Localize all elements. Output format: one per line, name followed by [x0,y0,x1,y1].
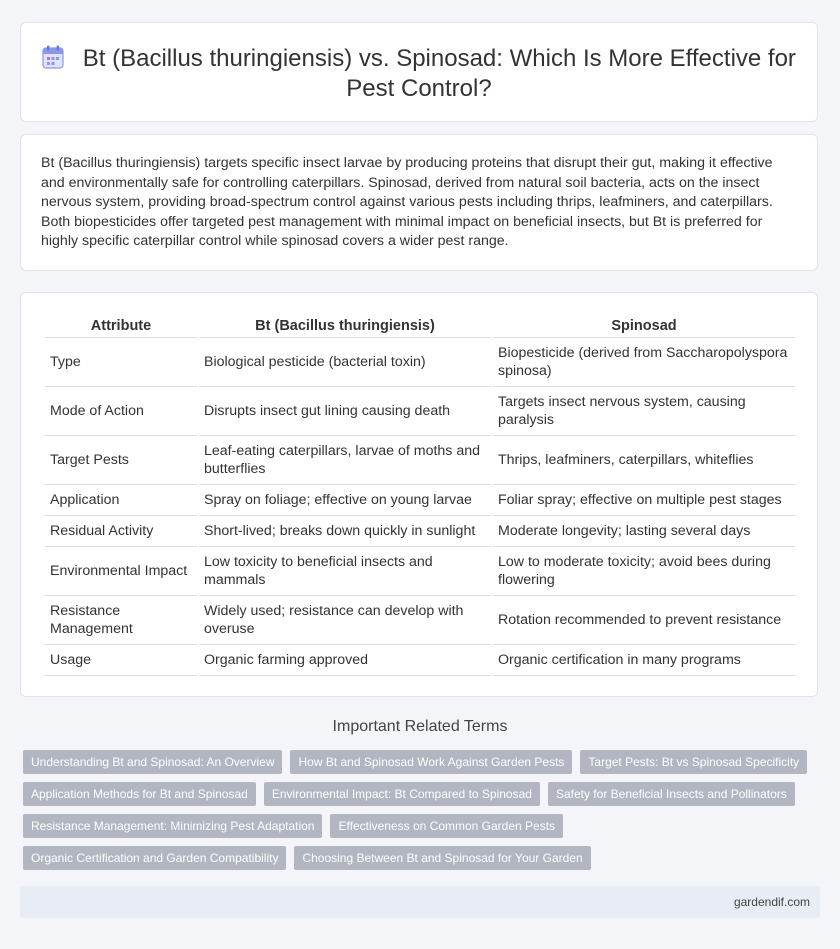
cell-spinosad: Targets insect nervous system, causing paralysis [493,387,795,436]
cell-spinosad: Biopesticide (derived from Saccharopolyspora spinosa) [493,338,795,387]
related-term-tag[interactable]: Safety for Beneficial Insects and Pollinators [548,782,795,806]
cell-attribute: Residual Activity [45,516,197,547]
related-term-tag[interactable]: Effectiveness on Common Garden Pests [330,814,563,838]
cell-bt: Disrupts insect gut lining causing death [199,387,491,436]
site-name[interactable]: gardendif.com [733,895,810,909]
related-term-tag[interactable]: Choosing Between Bt and Spinosad for Your Garden [294,846,590,870]
page-title: Bt (Bacillus thuringiensis) vs. Spinosad: Which Is More Effective for Pest Control? [82,45,796,102]
cell-attribute: Environmental Impact [45,547,197,596]
cell-bt: Short-lived; breaks down quickly in sunlight [199,516,491,547]
cell-attribute: Mode of Action [45,387,197,436]
column-header-spinosad: Spinosad [493,315,795,338]
cell-bt: Leaf-eating caterpillars, larvae of moths and butterflies [199,436,491,485]
related-term-tag[interactable]: Environmental Impact: Bt Compared to Spinosad [264,782,540,806]
summary-card [20,134,818,271]
cell-spinosad: Low to moderate toxicity; avoid bees during flowering [493,547,795,596]
cell-bt: Organic farming approved [199,645,491,676]
cell-bt: Widely used; resistance can develop with overuse [199,596,491,645]
cell-spinosad: Rotation recommended to prevent resistance [493,596,795,645]
footer [20,886,820,918]
table-row [45,387,795,436]
table-row [45,485,795,516]
table-row [45,645,795,676]
table-row [45,436,795,485]
related-term-tag[interactable]: Application Methods for Bt and Spinosad [23,782,256,806]
related-term-tag[interactable]: Understanding Bt and Spinosad: An Overview [23,750,282,774]
cell-bt: Spray on foliage; effective on young larvae [199,485,491,516]
related-term-tag[interactable]: Organic Certification and Garden Compatibility [23,846,286,870]
related-term-tag[interactable]: Target Pests: Bt vs Spinosad Specificity [580,750,807,774]
related-terms-heading: Important Related Terms [332,718,508,735]
cell-attribute: Application [45,485,197,516]
cell-spinosad: Moderate longevity; lasting several days [493,516,795,547]
summary-text: Bt (Bacillus thuringiensis) targets specific insect larvae by producing proteins that disrupt their gut, making it effective and environmentally safe for controlling caterpillars. Spinosad, derived from natural soil bacteria, acts on the insect nervous system, providing broad-spectrum control against various pests including thrips, leafminers, and caterpillars. Both biopesticides offer targeted pest management with minimal impact on beneficial insects, but Bt is preferred for highly specific caterpillar control while spinosad covers a wider pest range. [41,155,773,249]
column-header-attribute: Attribute [45,315,197,338]
cell-spinosad: Organic certification in many programs [493,645,795,676]
calendar-icon [42,45,64,69]
comparison-table [43,315,797,676]
cell-spinosad: Foliar spray; effective on multiple pest stages [493,485,795,516]
cell-spinosad: Thrips, leafminers, caterpillars, whiteflies [493,436,795,485]
table-row [45,338,795,387]
cell-attribute: Usage [45,645,197,676]
table-row [45,547,795,596]
table-row [45,596,795,645]
cell-bt: Low toxicity to beneficial insects and mammals [199,547,491,596]
cell-bt: Biological pesticide (bacterial toxin) [199,338,491,387]
column-header-bt: Bt (Bacillus thuringiensis) [199,315,491,338]
comparison-table-card [20,292,818,697]
cell-attribute: Resistance Management [45,596,197,645]
related-term-tag[interactable]: Resistance Management: Minimizing Pest Adaptation [23,814,322,838]
table-header-row [45,315,795,338]
table-row [45,516,795,547]
related-terms-list [23,750,823,878]
cell-attribute: Target Pests [45,436,197,485]
title-card [20,22,818,122]
cell-attribute: Type [45,338,197,387]
related-term-tag[interactable]: How Bt and Spinosad Work Against Garden Pests [290,750,572,774]
